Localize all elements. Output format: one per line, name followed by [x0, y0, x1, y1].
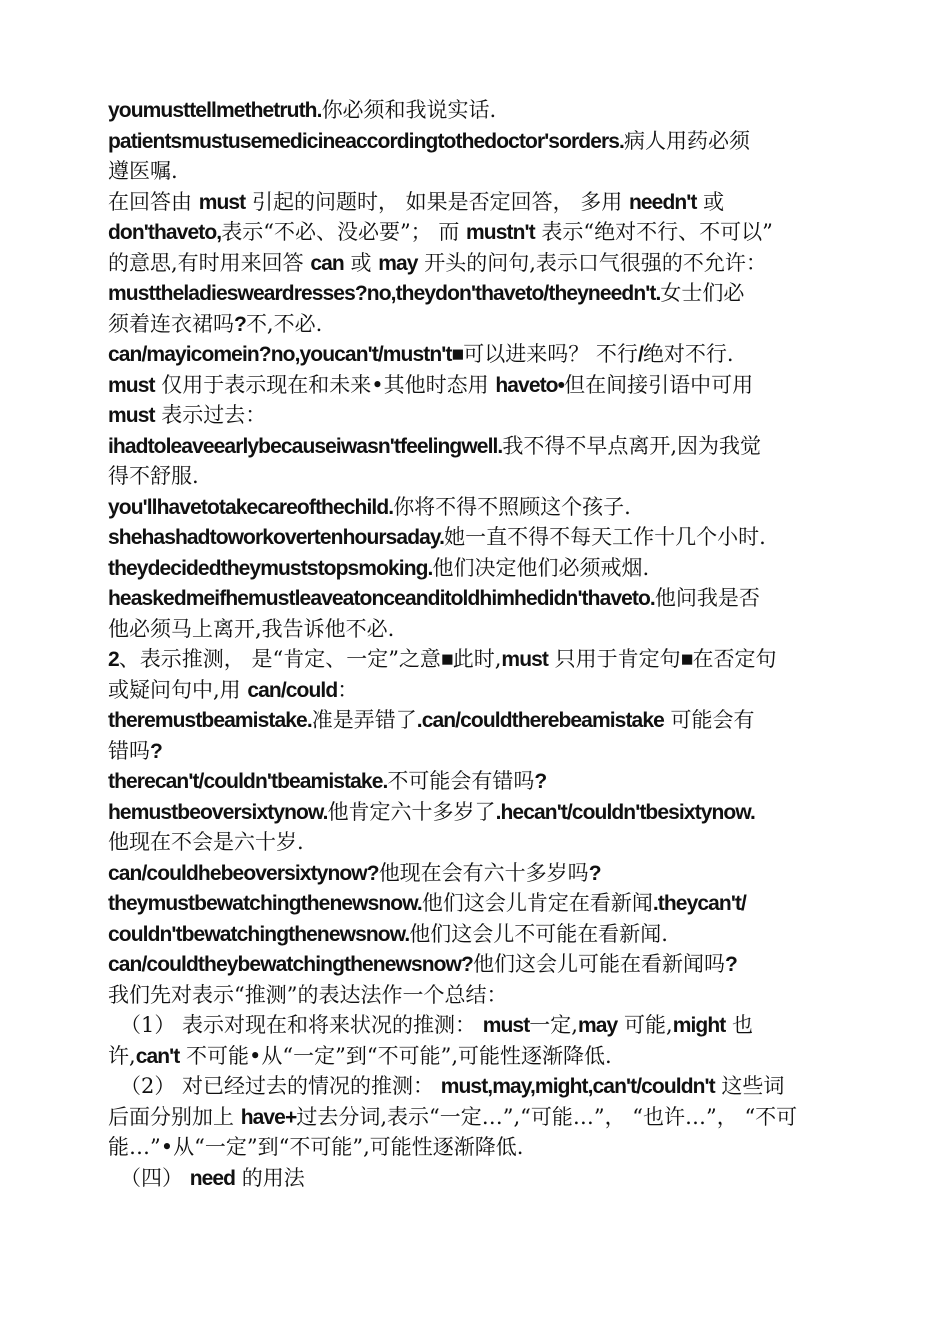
chinese-text: 在回答由 [108, 189, 199, 214]
english-text: can/could [247, 678, 338, 702]
text-line [108, 980, 848, 1011]
english-text: may [378, 251, 418, 275]
chinese-text: 不可能会有错吗 [387, 769, 535, 793]
english-text: musttheladiesweardresses?no,theydon'thaveto/theyneedn't. [108, 282, 661, 305]
text-line [108, 492, 848, 523]
chinese-text: 表示“绝对不行、不可以” [534, 220, 773, 244]
english-text: shehashadtoworkovertenhoursaday. [108, 526, 445, 549]
text-line [108, 766, 848, 797]
text-line [108, 217, 848, 248]
english-text: youmusttellmethetruth. [108, 99, 322, 122]
chinese-text: 我们先对表示“推测”的表达法作一个总结： [108, 982, 508, 1007]
chinese-text: 也 [725, 1013, 754, 1037]
english-text: must [198, 190, 246, 214]
text-line [108, 553, 848, 584]
chinese-text: 他们这会儿不可能在看新闻. [409, 921, 668, 946]
chinese-text: ： [337, 677, 359, 702]
english-text: can/couldhebeoversixtynow? [108, 861, 379, 885]
text-line [108, 614, 848, 645]
text-line [108, 583, 848, 614]
chinese-text: 一定, [529, 1013, 578, 1037]
chinese-text: 的意思,有时用来回答 [108, 250, 311, 275]
chinese-text: 在否定句 [692, 647, 777, 671]
english-text: ? [234, 312, 246, 336]
chinese-text: 后面分别加上 [108, 1104, 241, 1129]
chinese-text: 他们决定他们必须戒烟. [432, 555, 650, 580]
chinese-text: 他现在不会是六十岁. [108, 830, 304, 854]
text-line [108, 400, 848, 431]
text-line [108, 919, 848, 950]
chinese-text: 他们这会儿肯定在看新闻 [421, 891, 653, 915]
english-text: don'thaveto, [108, 221, 222, 244]
english-text: ? [724, 953, 737, 976]
text-line [108, 1010, 848, 1041]
english-text: .can/couldtherebeamistake [416, 709, 664, 732]
chinese-text: 他必须马上离开,我告诉他不必. [108, 616, 395, 641]
chinese-text: 仅用于表示现在和未来•其他时态用 [154, 372, 496, 397]
chinese-text: （四） [120, 1165, 190, 1190]
english-text: ■ [680, 648, 693, 671]
text-line [108, 858, 848, 889]
chinese-text: 不可能•从“一定”到“不可能”,可能性逐渐降低. [179, 1043, 612, 1068]
english-text: must [108, 404, 155, 427]
english-text: must [482, 1014, 530, 1037]
document-body [108, 95, 848, 1193]
english-text: must [108, 373, 155, 397]
chinese-text: 表示过去： [154, 403, 267, 427]
chinese-text: 的用法 [235, 1165, 305, 1190]
text-line [108, 339, 848, 370]
chinese-text: 他肯定六十多岁了 [327, 799, 496, 824]
chinese-text: 许, [108, 1043, 136, 1068]
text-line [108, 736, 848, 767]
text-line [108, 1041, 848, 1072]
text-line [108, 949, 848, 980]
english-text: ? [588, 861, 601, 885]
english-text: haveto• [495, 373, 565, 397]
english-text: have+ [240, 1105, 297, 1129]
text-line [108, 248, 848, 279]
english-text: therecan't/couldn'tbeamistake. [108, 770, 388, 793]
text-line [108, 431, 848, 462]
chinese-text: 得不舒服. [108, 464, 199, 488]
chinese-text: 他现在会有六十多岁吗 [378, 860, 589, 885]
english-text: hemustbeoversixtynow. [108, 800, 328, 824]
chinese-text: 你将不得不照顾这个孩子. [393, 494, 631, 519]
english-text: can/couldtheybewatchingthenewsnow? [108, 953, 473, 976]
text-line [108, 187, 848, 218]
chinese-text: 或 [696, 189, 725, 214]
english-text: .theycan't/ [652, 892, 746, 915]
text-line [108, 797, 848, 828]
chinese-text: 只用于肯定句 [548, 647, 681, 671]
english-text: you'llhavetotakecareofthechild. [108, 495, 394, 519]
text-line [108, 156, 848, 187]
chinese-text: （2） 对已经过去的情况的推测： [120, 1074, 441, 1098]
english-text: must,may,might,can't/couldn't [440, 1075, 715, 1098]
chinese-text: 不,不必. [245, 311, 323, 336]
english-text: need [189, 1166, 236, 1190]
text-line [108, 705, 848, 736]
chinese-text: 他问我是否 [654, 586, 760, 610]
english-text: might [672, 1014, 726, 1037]
english-text: ? [150, 739, 162, 763]
chinese-text: 或 [343, 250, 379, 275]
chinese-text: 病人用药必须 [623, 128, 750, 153]
chinese-text: 、表示推测， 是“肯定、一定”之意 [118, 647, 441, 671]
text-line [108, 309, 848, 340]
text-line [108, 888, 848, 919]
text-line [108, 827, 848, 858]
chinese-text: 引起的问题时， 如果是否定回答， 多用 [245, 189, 629, 214]
text-line [108, 644, 848, 675]
english-text: patientsmustusemedicineaccordingtothedoctor'sorders. [108, 129, 624, 153]
text-line [108, 278, 848, 309]
text-line [108, 1163, 848, 1194]
chinese-text: 你必须和我说实话. [321, 98, 497, 122]
chinese-text: 准是弄错了 [311, 708, 417, 732]
english-text: / [637, 343, 643, 366]
chinese-text: 须着连衣裙吗 [108, 311, 234, 336]
chinese-text: 这些词 [714, 1074, 785, 1098]
text-line [108, 675, 848, 706]
chinese-text: 开头的问句,表示口气很强的不允许： [417, 250, 767, 275]
english-text: must [501, 648, 548, 671]
english-text: theymustbewatchingthenewsnow. [108, 892, 422, 915]
chinese-text: 他们这会儿可能在看新闻吗 [472, 952, 725, 976]
chinese-text: 我不得不早点离开,因为我觉 [502, 433, 762, 458]
chinese-text: 可以进来吗？ 不行 [463, 342, 638, 366]
chinese-text: 遵医嘱. [108, 159, 178, 183]
english-text: 2 [108, 648, 119, 671]
chinese-text: 此时, [452, 647, 502, 671]
english-text: can [310, 251, 344, 275]
chinese-text: 绝对不行. [642, 342, 734, 366]
text-line [108, 522, 848, 553]
text-line [108, 1102, 848, 1133]
chinese-text: 可能, [617, 1013, 673, 1037]
english-text: mustn't [466, 221, 535, 244]
chinese-text: 她一直不得不每天工作十几个小时. [444, 525, 766, 549]
chinese-text: 或疑问句中,用 [108, 677, 248, 702]
english-text: ■ [440, 648, 453, 671]
english-text: heaskedmeifhemustleaveatonceanditoldhimhedidn'thaveto. [108, 587, 655, 610]
text-line [108, 126, 848, 157]
english-text: ? [534, 770, 547, 793]
chinese-text: 过去分词,表示“一定…”,“可能…”， “也许…”， “不可 [296, 1104, 798, 1129]
english-text: can't [135, 1044, 180, 1068]
english-text: theremustbeamistake. [108, 709, 312, 732]
chinese-text: （1） 表示对现在和将来状况的推测： [120, 1013, 483, 1037]
text-line [108, 370, 848, 401]
english-text: couldn'tbewatchingthenewsnow. [108, 922, 410, 946]
english-text: needn't [628, 190, 697, 214]
english-text: ihadtoleaveearlybecauseiwasn'tfeelingwell. [108, 434, 503, 458]
chinese-text: 女士们必 [660, 281, 745, 305]
english-text: can/mayicomein?no,youcan't/mustn't■ [108, 343, 464, 366]
text-line [108, 1071, 848, 1102]
chinese-text: 表示“不必、没必要”； 而 [221, 220, 467, 244]
chinese-text: 可能会有 [663, 708, 755, 732]
english-text: .hecan't/couldn'tbesixtynow. [495, 800, 755, 824]
text-line [108, 1132, 848, 1163]
english-text: theydecidedtheymuststopsmoking. [108, 556, 433, 580]
chinese-text: 错吗 [108, 738, 150, 763]
chinese-text: 能…”•从“一定”到“不可能”,可能性逐渐降低. [108, 1135, 524, 1159]
text-line [108, 461, 848, 492]
chinese-text: 但在间接引语中可用 [564, 372, 754, 397]
english-text: may [577, 1014, 618, 1037]
text-line [108, 95, 848, 126]
